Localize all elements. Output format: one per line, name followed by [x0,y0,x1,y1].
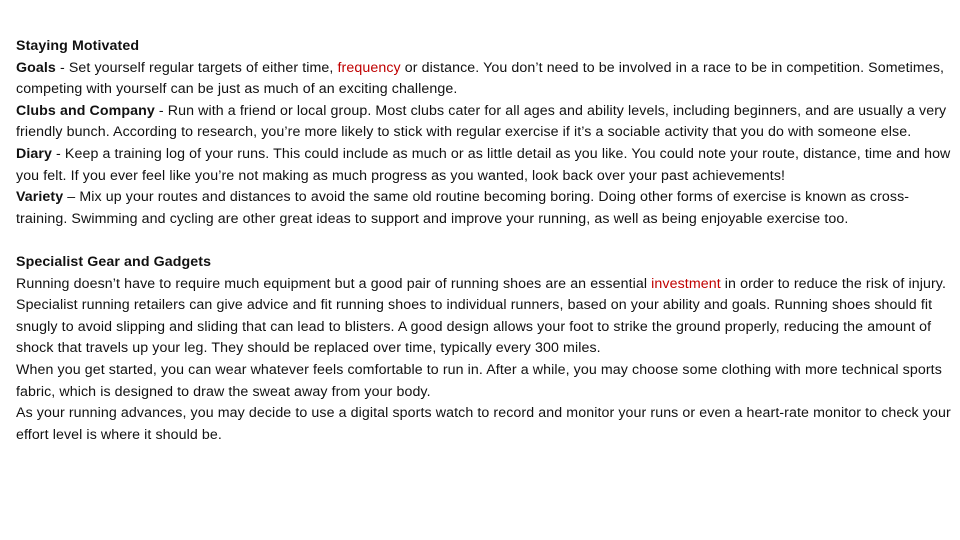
highlight-frequency: frequency [337,59,401,76]
term-variety: Variety [16,189,64,206]
paragraph-watch: As your running advances, you may decide to use a digital sports watch to record and monitor your runs or even a heart-rate monitor to check your effort level is where it should be. [16,405,951,443]
paragraph-clubs [16,101,951,144]
shoes-text-a: Running doesn’t have to require much equipment but a good pair of running shoes are an essential [16,275,652,292]
slide-text-body [16,36,951,446]
shoes-text-b: in order to reduce the risk of injury. Specialist running retailers can give advice and fit running shoes to individual runners, based on your ability and goals. Running shoes should fit snugly to avoid slipping and sliding that can lead to blisters. A good design allows your foot to strike the ground properly, reducing the amount of shock that travels up your leg. They should be replaced over time, typically every 300 miles. [16,275,946,357]
term-clubs: Clubs and Company [16,102,155,119]
term-diary: Diary [16,145,52,162]
heading-specialist-gear: Specialist Gear and Gadgets [16,253,212,270]
highlight-investment: investment [651,275,721,292]
heading-staying-motivated: Staying Motivated [16,38,140,54]
diary-text: - Keep a training log of your runs. This could include as much or as little detail as you like. You could note your route, distance, time and how you felt. If you ever feel like you’re not making as much progress as you wanted, look back over your past achievements! [16,145,951,184]
section-spacer [16,230,951,252]
goals-text-a: - Set yourself regular targets of either time, [55,59,338,76]
paragraph-diary [16,144,951,187]
goals-text-b: or distance. You don’t need to be involved in a race to be in competition. Sometimes, competing with yourself can be just as much of an exciting challenge. [16,59,945,98]
paragraph-clothing: When you get started, you can wear whatever feels comfortable to run in. After a while, you may choose some clothing with more technical sports fabric, which is designed to draw the sweat away from your body. [16,361,942,400]
paragraph-shoes [16,274,951,360]
paragraph-variety [16,187,951,230]
clubs-text: - Run with a friend or local group. Most clubs cater for all ages and ability levels, including beginners, and are usually a very friendly bunch. According to research, you’re more likely to stick with regular exercise if it’s a sociable activity that you do with someone else. [16,102,947,141]
paragraph-goals [16,58,951,101]
variety-text: – Mix up your routes and distances to avoid the same old routine becoming boring. Doing other forms of exercise is known as cross-training. Swimming and cycling are other great ideas to support and improve your running, as well as being enjoyable exercise too. [16,189,910,227]
term-goals: Goals [16,59,56,76]
